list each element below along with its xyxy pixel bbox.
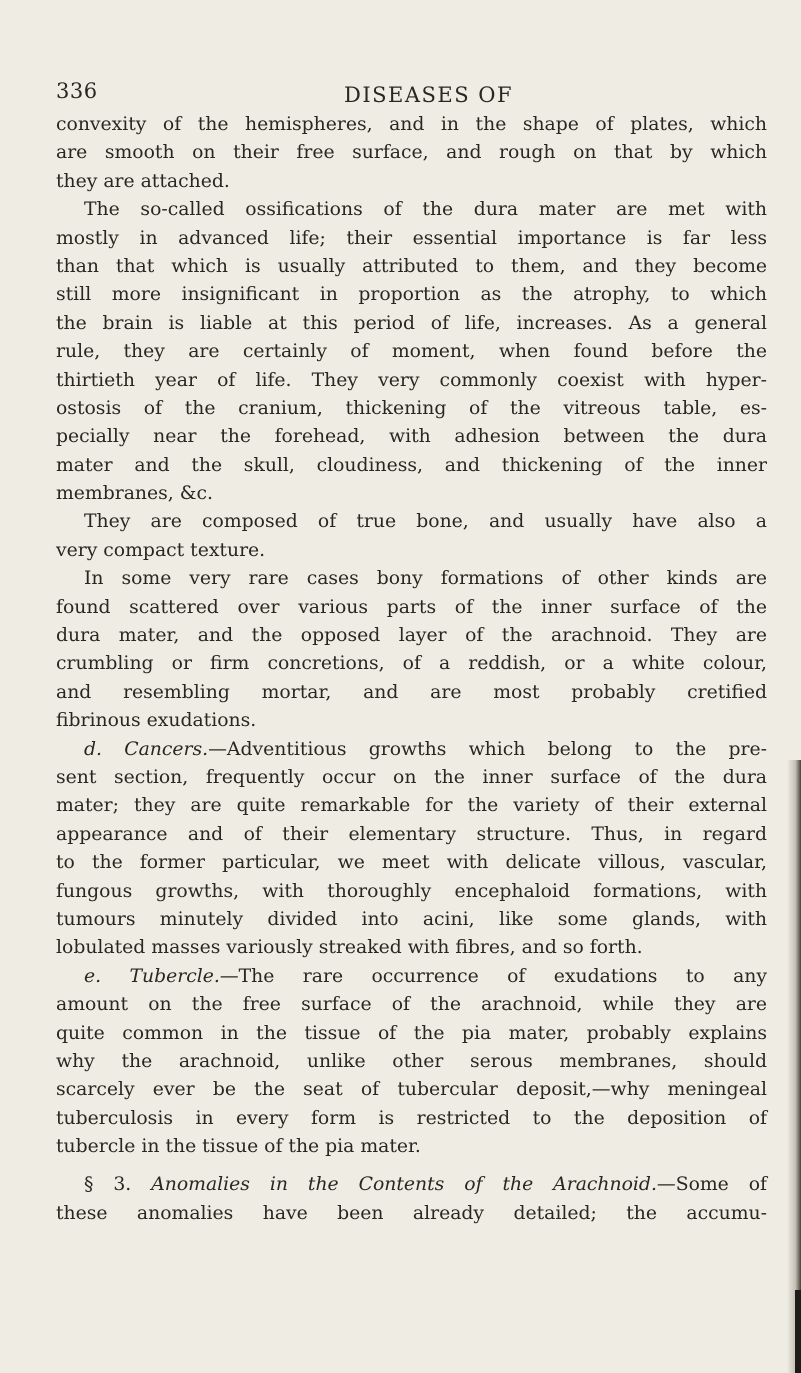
line-text: scarcely ever be the seat of tubercular deposit,—why meningeal bbox=[56, 1079, 767, 1101]
line-text: The so-called ossifications of the dura mater are met with bbox=[84, 199, 767, 221]
text-line bbox=[56, 139, 767, 167]
text-line bbox=[56, 878, 767, 906]
line-text: fungous growths, with thoroughly encephaloid formations, with bbox=[56, 880, 767, 902]
line-text: —Some of bbox=[656, 1174, 767, 1196]
line-text: still more insignificant in proportion as the atrophy, to which bbox=[56, 284, 767, 306]
section-gap bbox=[56, 1161, 767, 1171]
text-line bbox=[56, 367, 767, 395]
line-text: these anomalies have been already detailed; the accumu- bbox=[56, 1202, 767, 1224]
line-text: found scattered over various parts of the inner surface of the bbox=[56, 596, 767, 618]
text-line bbox=[56, 281, 767, 309]
line-text: tubercle in the tissue of the pia mater. bbox=[56, 1136, 421, 1158]
line-text: why the arachnoid, unlike other serous membranes, should bbox=[56, 1050, 767, 1072]
text-line bbox=[56, 1105, 767, 1133]
line-text: amount on the free surface of the arachnoid, while they are bbox=[56, 994, 767, 1016]
text-line bbox=[56, 821, 767, 849]
line-text: tuberculosis in every form is restricted to the deposition of bbox=[56, 1107, 767, 1129]
text-line bbox=[56, 963, 767, 991]
line-text: quite common in the tissue of the pia mater, probably explains bbox=[56, 1022, 767, 1044]
text-line bbox=[56, 1020, 767, 1048]
line-text: lobulated masses variously streaked with fibres, and so forth. bbox=[56, 937, 643, 959]
text-line bbox=[56, 395, 767, 423]
text-line bbox=[56, 423, 767, 451]
text-line bbox=[56, 310, 767, 338]
text-line bbox=[56, 565, 767, 593]
line-text: They are composed of true bone, and usually have also a bbox=[84, 511, 767, 533]
text-line bbox=[56, 934, 767, 962]
text-line bbox=[56, 991, 767, 1019]
line-text: mater; they are quite remarkable for the variety of their external bbox=[56, 795, 767, 817]
text-line bbox=[56, 452, 767, 480]
section-heading: e. Tubercle. bbox=[84, 965, 220, 987]
text-line bbox=[56, 508, 767, 536]
line-text: and resembling mortar, and are most probably cretified bbox=[56, 681, 767, 703]
text-line bbox=[56, 168, 767, 196]
text-line bbox=[56, 849, 767, 877]
page-number: 336 bbox=[56, 79, 98, 103]
text-line bbox=[56, 1076, 767, 1104]
line-text: mater and the skull, cloudiness, and thickening of the inner bbox=[56, 454, 767, 476]
section-heading: d. Cancers. bbox=[84, 738, 209, 760]
text-line bbox=[56, 650, 767, 678]
text-line bbox=[56, 1048, 767, 1076]
page-edge-shadow bbox=[787, 760, 801, 1373]
text-line bbox=[56, 480, 767, 508]
line-text: the brain is liable at this period of life, increases. As a general bbox=[56, 312, 767, 334]
line-text: fibrinous exudations. bbox=[56, 710, 257, 732]
text-line bbox=[56, 111, 767, 139]
line-text: are smooth on their free surface, and rough on that by which bbox=[56, 142, 767, 164]
text-line bbox=[56, 594, 767, 622]
line-text: mostly in advanced life; their essential importance is far less bbox=[56, 227, 767, 249]
text-line bbox=[56, 225, 767, 253]
section-heading: Anomalies in the Contents of the Arachnoid. bbox=[151, 1174, 657, 1196]
line-text: In some very rare cases bony formations of other kinds are bbox=[84, 568, 767, 590]
text-line bbox=[56, 736, 767, 764]
line-text: they are attached. bbox=[56, 170, 230, 192]
line-text: dura mater, and the opposed layer of the arachnoid. They are bbox=[56, 625, 767, 647]
text-line bbox=[56, 253, 767, 281]
line-text: convexity of the hemispheres, and in the shape of plates, which bbox=[56, 114, 767, 135]
text-line bbox=[56, 906, 767, 934]
line-text: rule, they are certainly of moment, when found before the bbox=[56, 341, 767, 363]
line-text: membranes, &c. bbox=[56, 483, 213, 505]
body-text bbox=[56, 111, 767, 1228]
line-text: crumbling or firm concretions, of a reddish, or a white colour, bbox=[56, 653, 767, 675]
text-line bbox=[56, 338, 767, 366]
line-text: than that which is usually attributed to them, and they become bbox=[56, 255, 767, 277]
text-line bbox=[56, 792, 767, 820]
text-line bbox=[56, 1171, 767, 1199]
line-text: to the former particular, we meet with delicate villous, vascular, bbox=[56, 852, 767, 874]
text-line bbox=[56, 1133, 767, 1161]
text-line bbox=[56, 1200, 767, 1228]
running-head: DISEASES OF bbox=[344, 83, 514, 107]
text-line bbox=[56, 679, 767, 707]
line-text: —Adventitious growths which belong to the pre- bbox=[208, 738, 767, 760]
text-line bbox=[56, 196, 767, 224]
line-text: —The rare occurrence of exudations to any bbox=[219, 965, 768, 987]
line-text: ostosis of the cranium, thickening of the vitreous table, es- bbox=[56, 397, 767, 419]
text-line bbox=[56, 537, 767, 565]
text-line bbox=[56, 764, 767, 792]
line-text: thirtieth year of life. They very commonly coexist with hyper- bbox=[56, 369, 767, 391]
section-number: § 3. bbox=[84, 1174, 152, 1196]
text-line bbox=[56, 707, 767, 735]
page-edge-binding bbox=[795, 1290, 801, 1373]
line-text: pecially near the forehead, with adhesion between the dura bbox=[56, 426, 767, 448]
line-text: sent section, frequently occur on the inner surface of the dura bbox=[56, 766, 767, 788]
text-line bbox=[56, 622, 767, 650]
line-text: tumours minutely divided into acini, like some glands, with bbox=[56, 908, 767, 930]
line-text: appearance and of their elementary structure. Thus, in regard bbox=[56, 823, 767, 845]
line-text: very compact texture. bbox=[56, 539, 266, 561]
